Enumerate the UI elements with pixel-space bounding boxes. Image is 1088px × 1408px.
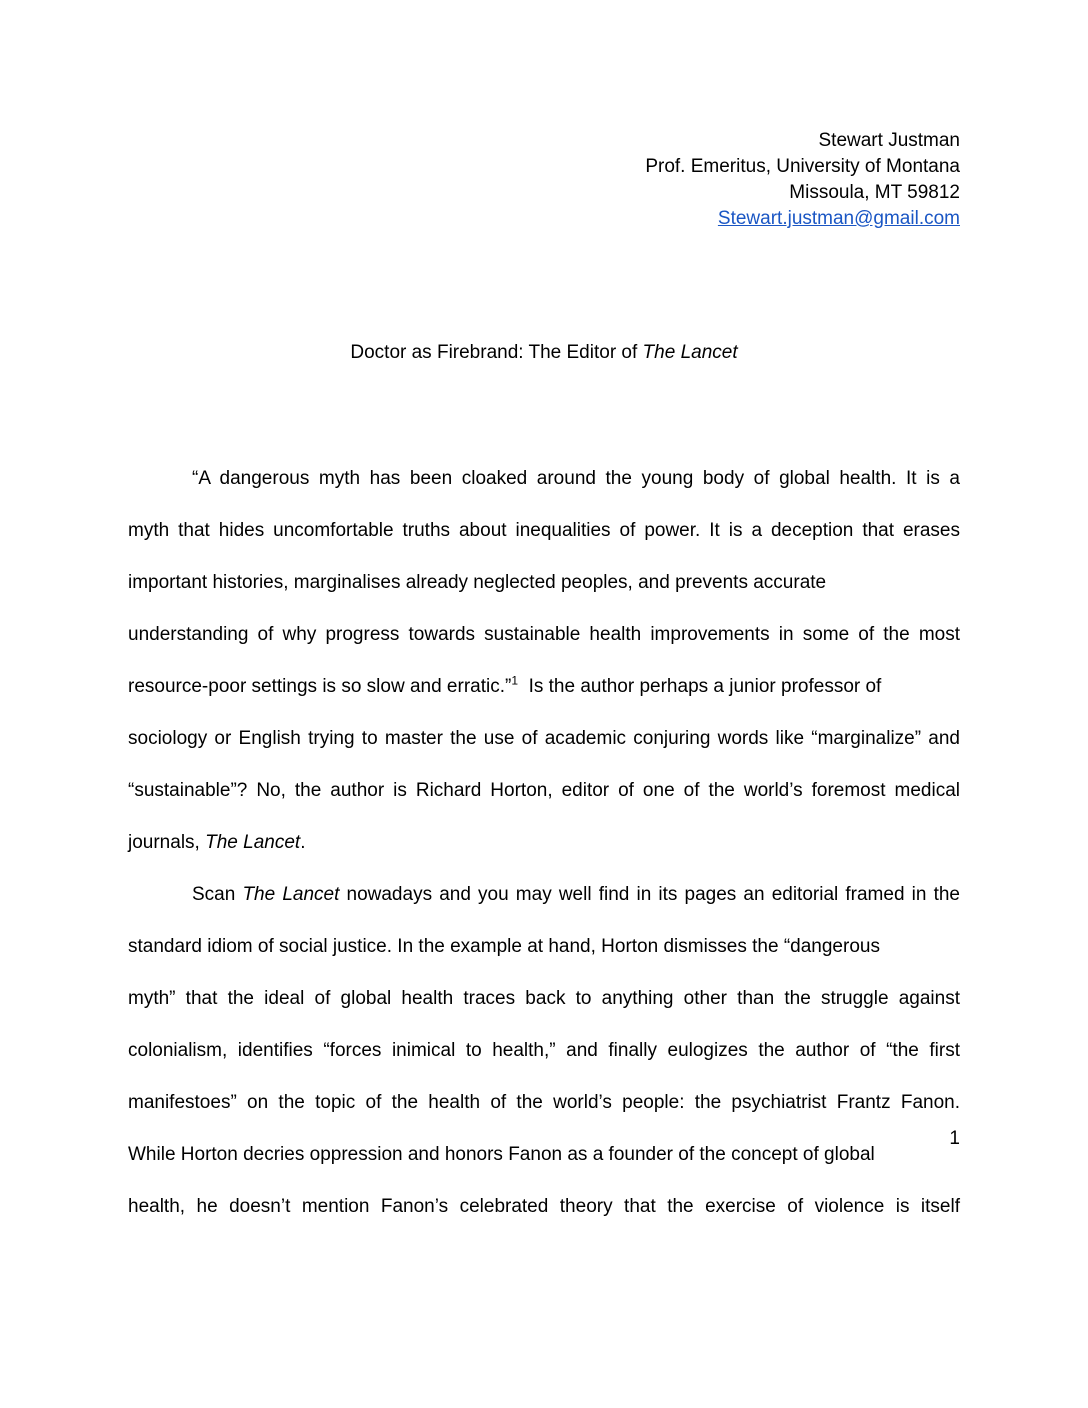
paragraph-1-line-6: sociology or English trying to master the use of academic conjuring words like “marginalize” and xyxy=(128,728,960,749)
paragraph-2-line-3: myth” that the ideal of global health traces back to anything other than the struggle against xyxy=(128,988,960,1009)
paragraph-1-line-4: understanding of why progress towards sustainable health improvements in some of the most xyxy=(128,624,960,645)
journal-name-italic: The Lancet xyxy=(242,884,340,905)
paragraph-1-line-1: “A dangerous myth has been cloaked around the young body of global health. It is a xyxy=(192,468,960,489)
title-journal: The Lancet xyxy=(642,342,738,363)
paragraph-2-line-1-start: Scan xyxy=(192,884,243,905)
paragraph-2-line-1-end: nowadays and you may well find in its pages an editorial framed in the xyxy=(339,884,960,905)
author-block xyxy=(540,128,960,232)
paragraph-1-line-5-start: resource-poor settings is so slow and erratic.” xyxy=(128,676,512,697)
paragraph-1-line-8-start: journals, xyxy=(128,832,206,853)
paragraph-2-line-4: colonialism, identifies “forces inimical to health,” and finally eulogizes the author of “the first xyxy=(128,1040,960,1061)
paragraph-2-line-5: manifestoes” on the topic of the health of the world’s people: the psychiatrist Frantz Fanon. xyxy=(128,1092,960,1113)
paragraph-1-line-7: “sustainable”? No, the author is Richard Horton, editor of one of the world’s foremost medical xyxy=(128,780,960,801)
paragraph-2-line-2: standard idiom of social justice. In the example at hand, Horton dismisses the “dangerous xyxy=(128,936,880,957)
paragraph-2-line-1 xyxy=(128,882,960,908)
paragraph-1-line-8-end: . xyxy=(300,832,306,853)
page-number: 1 xyxy=(949,1128,960,1149)
paragraph-1-line-3: important histories, marginalises already neglected peoples, and prevents accurate xyxy=(128,572,827,593)
paragraph-1-line-8 xyxy=(128,830,960,856)
paragraph-1-line-2: myth that hides uncomfortable truths about inequalities of power. It is a deception that erases xyxy=(128,520,960,541)
footnote-marker[interactable]: 1 xyxy=(511,673,519,688)
paragraph-2-line-6: While Horton decries oppression and honors Fanon as a founder of the concept of global xyxy=(128,1144,875,1165)
author-affiliation: Prof. Emeritus, University of Montana xyxy=(645,156,960,177)
journal-name-italic: The Lancet xyxy=(205,832,301,853)
title-text: Doctor as Firebrand: The Editor of xyxy=(350,342,643,363)
paragraph-1-line-5 xyxy=(128,674,960,700)
paragraph-2-line-7: health, he doesn’t mention Fanon’s celebrated theory that the exercise of violence is itself xyxy=(128,1196,960,1217)
author-name: Stewart Justman xyxy=(818,130,960,151)
paragraph-1-line-5-end: Is the author perhaps a junior professor of xyxy=(518,676,882,697)
author-email-link[interactable]: Stewart.justman@gmail.com xyxy=(717,208,960,229)
author-location: Missoula, MT 59812 xyxy=(789,182,960,203)
document-title xyxy=(0,340,1088,366)
body-text xyxy=(128,466,960,1246)
